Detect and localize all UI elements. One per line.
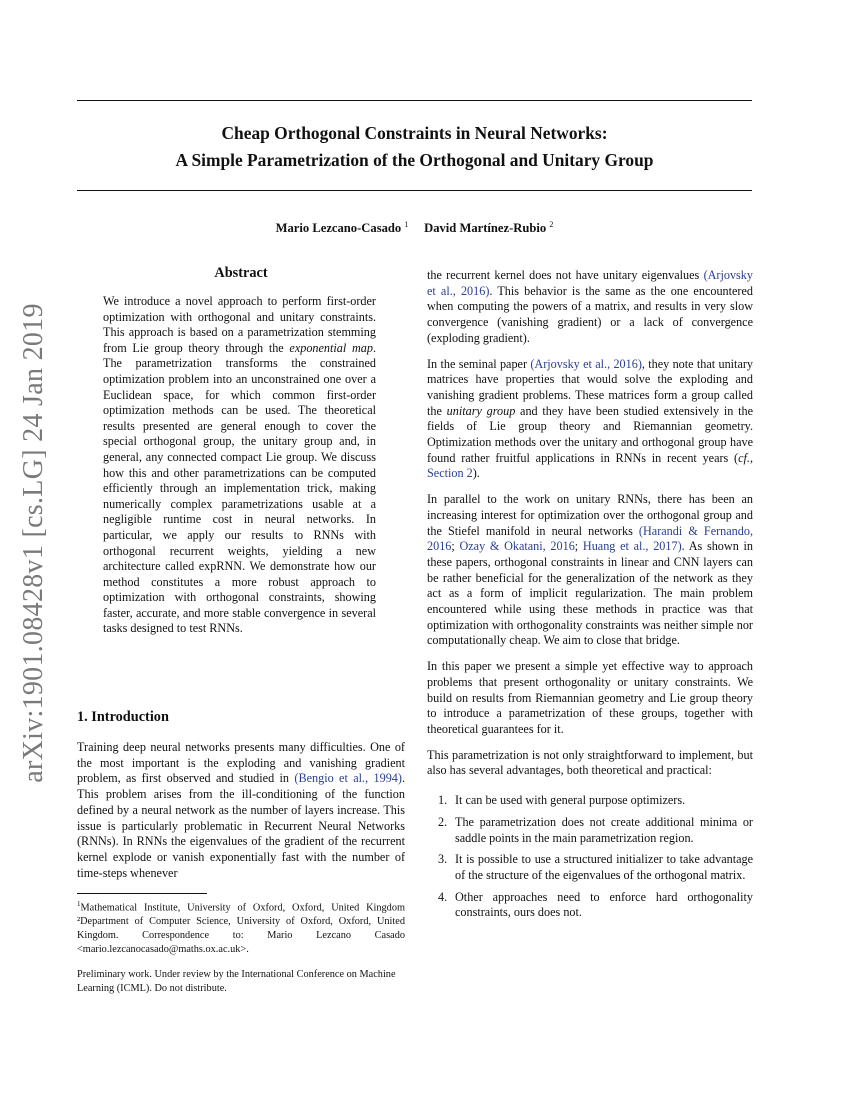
list-item [427,890,753,921]
introduction-body [77,740,405,891]
paragraph [427,268,753,347]
text: the recurrent kernel does not have unitary eigenvalues [427,268,704,282]
list-text: It can be used with general purpose optimizers. [455,793,686,808]
title-line-2: A Simple Parametrization of the Orthogonal and Unitary Group [175,150,654,170]
citation-link[interactable]: Ozay & Okatani, 2016 [459,539,575,554]
footnote-rule [77,893,207,894]
title-top-rule [77,100,752,101]
list-item [427,815,753,846]
text: ). [472,466,480,481]
section-link[interactable]: Section 2 [427,466,473,481]
abstract-heading: Abstract [214,265,268,281]
text: . This behavior is the same as the one encountered when computing the powers of a matrix, and results in very slow convergence (vanishing gradient) or a lack of convergence (exploding gradient). [427,283,753,345]
title-bottom-rule [77,190,752,191]
text: , they note that unitary matrices have properties that would solve the exploding and vanishing gradient problems. These matrices form a group called the [427,356,754,418]
list-number: 2. [438,814,448,829]
footnote-mark: 1 [77,900,81,908]
abstract-text: We introduce a novel approach to perform first-order optimization with orthogonal and unitary constraints. This approach is based on a parametrization stemming from Lie group theory through the [103,294,376,355]
text: In the seminal paper [427,356,531,371]
paragraph: In this paper we present a simple yet effective way to approach problems that present orthogonality or unitary constraints. We build on results from Riemannian geometry and Lie group theory to introduce a parametrization of these groups, together with theoretical guarantees for it. [427,659,753,736]
citation-link[interactable]: (Arjovsky et al., 2016) [427,268,753,298]
list-text: Other approaches need to enforce hard orthogonality constraints, ours does not. [455,889,753,920]
emphasis: cf. [738,450,750,465]
advantages-list [427,793,753,921]
emphasis: unitary group [446,403,516,418]
author-list [77,220,752,236]
introduction-heading: 1. Introduction [77,709,169,725]
preliminary-notice: Preliminary work. Under review by the International Conference on Machine Learning (ICML). Do not distribute. [77,969,396,994]
abstract-emphasis: exponential map [289,340,373,355]
citation-link[interactable]: (Harandi & Fernando, 2016 [427,523,753,554]
paragraph: In parallel to the work on unitary RNNs, there has been an increasing interest for optimization over the orthogonal group and the Stiefel manifold in neural networks (Harandi & Fernando, 2016; Ozay & Okatani, 2016; Huang et al., 2017). As shown in these papers, orthogonal constraints in linear and CNN layers can be rather beneficial for the generalization of the network as they act as a form of implicit regularization. The main problem encountered while using these methods in practice was that optimization with orthogonality constraints was neither simple nor computationally cheap. We aim to close that bridge. [427,492,753,648]
affiliation-mark: 2 [549,220,554,229]
list-item [427,852,753,883]
right-column [427,268,753,927]
list-text: The parametrization does not create additional minima or saddle points in the main parametrization region. [455,814,753,845]
title-line-1: Cheap Orthogonal Constraints in Neural Networks: [221,123,608,143]
author-name: David Martínez-Rubio [424,221,547,235]
author-name: Mario Lezcano-Casado [275,221,402,235]
list-number: 3. [438,852,448,867]
abstract-body [103,294,376,637]
list-number: 4. [438,889,448,904]
citation-link[interactable]: Huang et al., 2017) [582,539,682,554]
paragraph: In the seminal paper (Arjovsky et al., 2016), they note that unitary matrices have properties that would solve the exploding and vanishing gradient problems. These matrices form a group called the unitary group and they have been studied extensively in the fields of Lie group theory and Riemannian geometry. Optimization methods over the unitary and orthogonal group have found rather fruitful applications in RNNs in recent years (cf., Section 2). [427,356,754,481]
paper-title [77,120,752,174]
intro-text: . This problem arises from the ill-conditioning of the function defined by a neural network as the number of layers increase. This issue is particularly problematic in Recurrent Neural Networks (RNNs). In RNNs the eigenvalues of the gradient of the recurrent kernel explode or vanish exponentially fast with the number of time-steps whenever [77,771,405,880]
citation-link[interactable]: (Arjovsky et al., 2016) [530,356,642,371]
list-item [427,793,753,809]
list-number: 1. [438,793,448,808]
footnote-affiliations [77,897,405,957]
intro-text: Training deep neural networks presents many difficulties. One of the most important is the exploding and vanishing gradient problem, as first observed and studied in [77,740,405,786]
footnote-text: Mathematical Institute, University of Oxford, Oxford, United Kingdom ²Department of Computer Science, University of Oxford, Oxford, United Kingdom. Correspondence to: Mario Lezcano Casado <mario.lezcanocasado@maths.ox.ac.uk>. [77,902,405,956]
text: . As shown in these papers, orthogonal constraints in linear and CNN layers can be rather beneficial for the generalization of the network as they act as a form of implicit regularization. The main problem encountered while using these methods in practice was that optimization with orthogonality constraints was neither simple nor computationally cheap. We aim to close that bridge. [427,539,753,648]
list-text: It is possible to use a structured initializer to take advantage of the structure of the eigenvalues of the orthogonal matrix. [455,852,753,882]
citation-link[interactable]: (Bengio et al., 1994) [294,771,402,786]
text: In parallel to the work on unitary RNNs, there has been an increasing interest for optimization over the orthogonal group and the Stiefel manifold in neural networks [427,492,753,538]
paragraph: This parametrization is not only straightforward to implement, but also has several advantages, both theoretical and practical: [427,747,753,778]
arxiv-identifier: arXiv:1901.08428v1 [cs.LG] 24 Jan 2019 [18,303,49,783]
abstract-text: . The parametrization transforms the constrained optimization problem into an unconstrained one over a Euclidean space, for which common first-order optimization methods can be used. The theoretical results presented are general enough to cover the special orthogonal group, the unitary group and, in general, any connected compact Lie group. We discuss how this and other parametrizations can be computed efficiently through an implementation trick, making numerically complex parametrizations usable at a negligible runtime cost in neural networks. In particular, we apply our results to RNNs with orthogonal recurrent weights, yielding a new architecture called expRNN. We demonstrate how our method constitutes a more robust approach to optimization with orthogonal constraints, showing faster, accurate, and more stable convergence in several tasks designed to test RNNs. [103,340,376,636]
affiliation-mark: 1 [404,220,409,229]
text: and they have been studied extensively in the fields of Lie group theory and Riemannian geometry. Optimization methods over the unitary and orthogonal group have found rather fruitful applications in RNNs in recent years ( [427,403,754,465]
